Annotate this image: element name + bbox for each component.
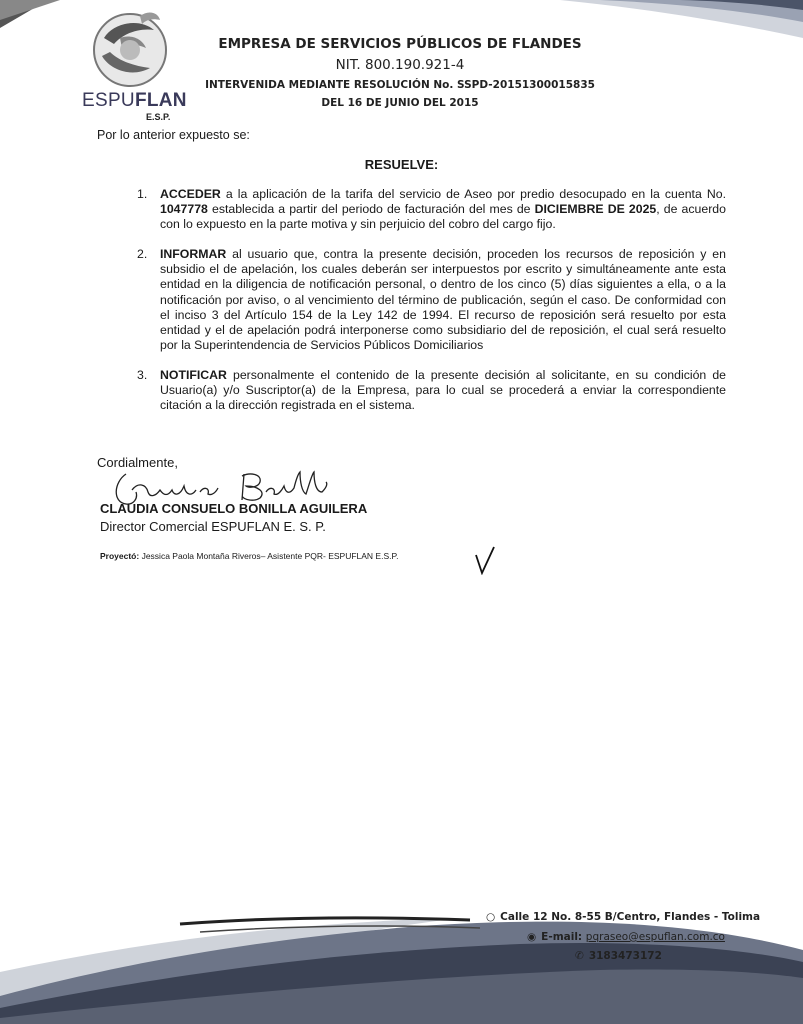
list-item — [132, 247, 726, 353]
company-logo — [80, 8, 190, 126]
item-number: 3. — [137, 367, 148, 382]
phone-icon: ✆ — [575, 950, 584, 962]
intervention-date: DEL 16 DE JUNIO DEL 2015 — [321, 97, 479, 109]
address-text: Calle 12 No. 8-55 B/Centro, Flandes - Tolima — [500, 911, 761, 923]
prepared-by — [100, 551, 398, 561]
check-mark-icon — [474, 545, 496, 575]
closing-text: Cordialmente, — [97, 455, 178, 470]
email-icon: ◉ — [527, 931, 537, 943]
email-label: E-mail: — [541, 931, 586, 943]
signer-title: Director Comercial ESPUFLAN E. S. P. — [100, 519, 326, 534]
phone-number: 3183473172 — [588, 950, 662, 962]
footer-address — [486, 911, 760, 923]
item-text: establecida a partir del periodo de facturación del mes de — [207, 202, 535, 217]
item-number: 1. — [137, 187, 148, 201]
company-name: EMPRESA DE SERVICIOS PÚBLICOS DE FLANDES — [218, 36, 582, 52]
location-pin-icon: ○ — [486, 911, 496, 923]
item-text: a la aplicación de la tarifa del servicio de Aseo por predio desocupado en la cuenta No. — [220, 187, 726, 201]
list-item — [132, 368, 726, 413]
item-lead: ACCEDER — [160, 187, 221, 201]
item-number: 2. — [137, 247, 148, 262]
list-item — [132, 187, 726, 232]
prepared-by-label: Proyectó: — [100, 551, 140, 561]
prepared-by-text: Jessica Paola Montaña Riveros– Asistente PQR- ESPUFLAN E.S.P. — [139, 551, 399, 561]
item-text: al usuario que, contra la presente decisión, proceden los recursos de reposición y en subsidio el de apelación, los cuales deberán ser interpuestos por escrito y simultáneamente ante esta entidad en la diligencia de notificación personal, o dentro de los cinco (5) días siguientes a ella, o a la notificación por aviso, o al vencimiento del término de publicación, según el caso. De conformidad con el inciso 3 del Artículo 154 de la Ley 142 de 1994. El recurso de reposición será resuelto por esta entidad y el de apelación podrá interponerse como subsidiario del de reposición, el cual será resuelto por la Superintendencia de Servicios Públicos Domiciliarios — [160, 247, 726, 352]
intro-text: Por lo anterior expuesto se: — [97, 128, 250, 142]
item-lead: NOTIFICAR — [160, 367, 227, 382]
resolution-title: RESUELVE: — [364, 157, 439, 172]
billing-period: DICIEMBRE DE 2025 — [534, 202, 657, 217]
item-text: , de acuerdo con lo expuesto en la parte motiva y sin perjuicio del cobro del cargo fijo. — [160, 202, 726, 232]
resolution-items — [132, 187, 726, 428]
item-text: personalmente el contenido de la presente decisión al solicitante, en su condición de Usuario(a) y/o Suscriptor(a) de la Empresa, para lo cual se procederá a enviar la correspondiente citación a la dirección registrada en el sistema. — [160, 367, 726, 413]
logo-suffix: E.S.P. — [146, 112, 171, 122]
account-number: 1047778 — [160, 202, 208, 217]
signer-name: CLAUDIA CONSUELO BONILLA AGUILERA — [100, 501, 368, 516]
item-lead: INFORMAR — [160, 247, 227, 262]
footer-phone — [575, 950, 662, 962]
footer-email — [527, 931, 725, 943]
logo-globe-icon — [80, 8, 190, 93]
email-link[interactable]: pqraseo@espuflan.com.co — [585, 931, 725, 943]
intervention-resolution: INTERVENIDA MEDIANTE RESOLUCIÓN No. SSPD-20151300015835 — [205, 79, 595, 91]
company-nit: NIT. 800.190.921-4 — [335, 57, 465, 73]
logo-wordmark: ESPUFLAN — [82, 90, 187, 111]
